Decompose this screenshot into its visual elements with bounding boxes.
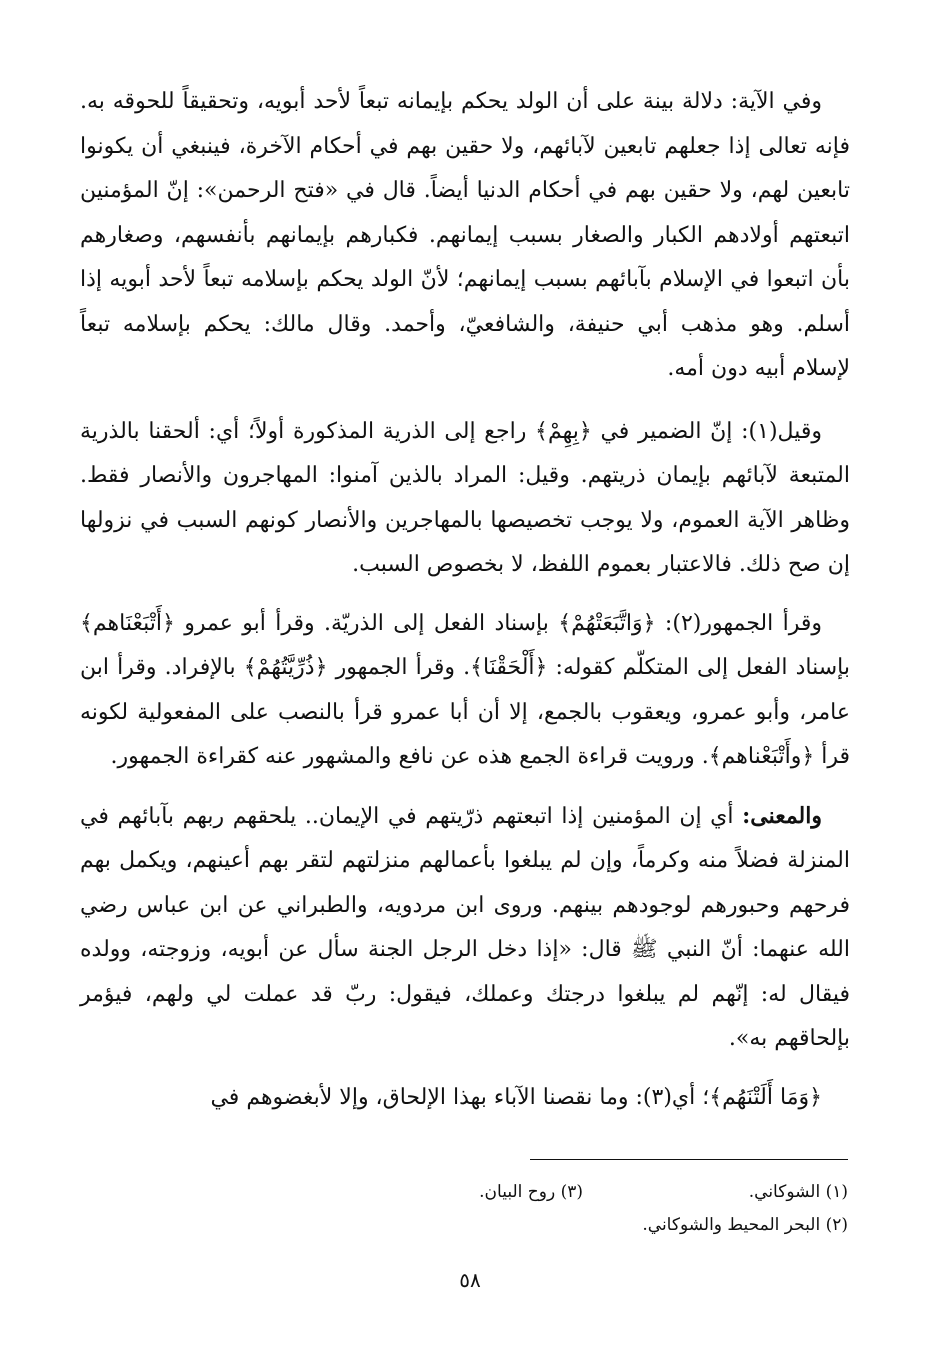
footnote-2: (٢) البحر المحيط والشوكاني.	[642, 1215, 848, 1235]
footnote-divider	[530, 1159, 848, 1160]
footnotes	[288, 1176, 848, 1242]
paragraph-4	[80, 794, 850, 1062]
page-number: ٥٨	[459, 1268, 481, 1292]
paragraph-4-lead: والمعنى:	[742, 802, 822, 829]
page-body	[80, 80, 850, 1134]
footnote-row	[288, 1176, 848, 1209]
paragraph-5: ﴿وَمَا أَلَتْنَهُم﴾؛ أي(٣): وما نقصنا الآباء بهذا الإلحاق، وإلا لأبغضوهم في	[210, 1084, 822, 1110]
footnote-3: (٣) روح البيان.	[479, 1182, 583, 1202]
paragraph-1: وفي الآية: دلالة بينة على أن الولد يحكم بإيمانه تبعاً لأحد أبويه، وتحقيقاً للحوقه به. فإنه تعالى إذا جعلهم تابعين لآبائهم، ولا حقين بهم في أحكام الآخرة، فينبغي أن يكونوا تابعين لهم، ولا حقين بهم في أحكام الدنيا أيضاً. قال في «فتح الرحمن»: إنّ المؤمنين اتبعتهم أولادهم الكبار والصغار بسبب إيمانهم. فكبارهم بإيمانهم بأنفسهم، وصغارهم بأن اتبعوا في الإسلام بآبائهم بسبب إيمانهم؛ لأنّ الولد يحكم بإسلامه تبعاً لأحد أبويه إذا أسلم. وهو مذهب أبي حنيفة، والشافعيّ، وأحمد. وقال مالك: يحكم بإسلامه تبعاً لإسلام أبيه دون أمه.	[80, 89, 850, 381]
paragraph-4-text: أي إن المؤمنين إذا اتبعتهم ذرّيتهم في الإيمان.. يلحقهم ربهم بآبائهم في المنزلة فضلاً منه وكرماً، وإن لم يبلغوا بأعمالهم منزلتهم لتقر بهم أعينهم، ويكمل بهم فرحهم وحبورهم لوجودهم بينهم. وروى ابن مردويه، والطبراني عن ابن عباس رضي الله عنهما: أنّ النبي ﷺ قال: «إذا دخل الرجل الجنة سأل عن أبويه، وزوجته، وولده فيقال له: إنّهم لم يبلغوا درجتك وعملك، فيقول: ربّ قد عملت لي ولهم، فيؤمر بإلحاقهم به».	[80, 803, 850, 1051]
footnote-1: (١) الشوكاني.	[748, 1182, 848, 1202]
paragraph-2: وقيل(١): إنّ الضمير في ﴿بِهِمْ﴾ راجع إلى الذرية المذكورة أولاً؛ أي: ألحقنا بالذرية المتبعة لآبائهم بإيمان ذريتهم. وقيل: المراد بالذين آمنوا: المهاجرون والأنصار فقط. وظاهر الآية العموم، ولا يوجب تخصيصها بالمهاجرين والأنصار كونهم السبب في نزولها إن صح ذلك. فالاعتبار بعموم اللفظ، لا بخصوص السبب.	[80, 418, 850, 577]
footnote-row	[288, 1209, 848, 1242]
paragraph-3: وقرأ الجمهور(٢): ﴿وَاتَّبَعَتْهُمْ﴾ بإسناد الفعل إلى الذريّة. وقرأ أبو عمرو ﴿أَتْبَعْنَاهم﴾ بإسناد الفعل إلى المتكلّم كقوله: ﴿أَلْحَقْنَا﴾. وقرأ الجمهور ﴿ذُرِّيَّتُهُمْ﴾ بالإفراد. وقرأ ابن عامر، وأبو عمرو، ويعقوب بالجمع، إلا أن أبا عمرو قرأ بالنصب على المفعولية لكونه قرأ ﴿وأَتْبَعْناهم﴾. ورويت قراءة الجمع هذه عن نافع والمشهور عنه كقراءة الجمهور.	[80, 610, 850, 769]
